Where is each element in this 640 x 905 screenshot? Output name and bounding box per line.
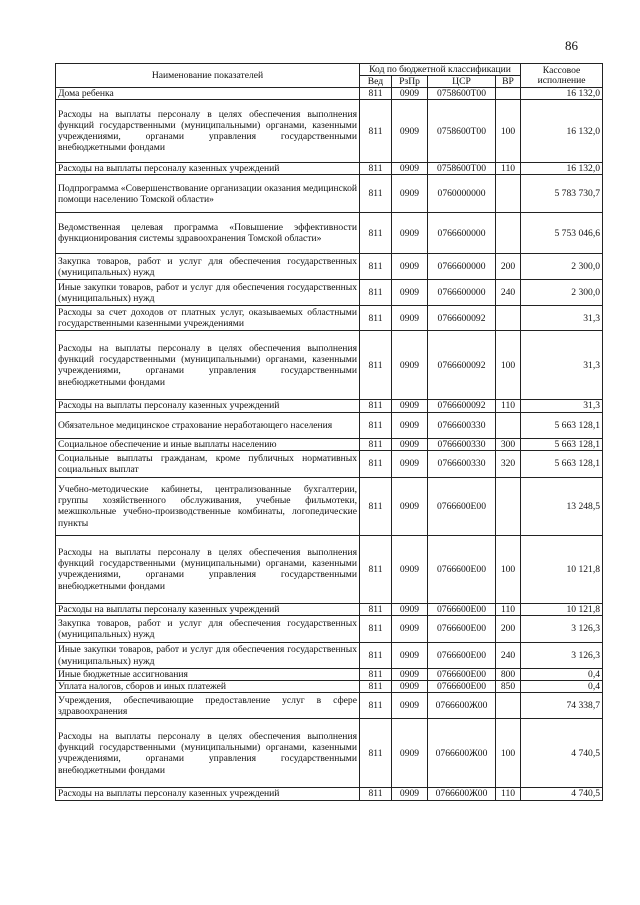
row-amount: 16 132,0: [521, 163, 603, 175]
table-row: [56, 400, 603, 412]
table-row: [56, 788, 603, 800]
row-name: Закупка товаров, работ и услуг для обеспечения государственных (муниципальных) нужд: [56, 254, 360, 280]
row-vr: [496, 175, 521, 213]
row-amount: 4 740,5: [521, 719, 603, 788]
row-rzpr: 0909: [392, 306, 428, 331]
row-ved: 811: [360, 643, 392, 669]
row-vr: 100: [496, 719, 521, 788]
row-csr: 0766600092: [428, 331, 496, 400]
row-ved: 811: [360, 306, 392, 331]
row-name: Расходы за счет доходов от платных услуг, оказываемых областными государственными казенными учреждениями: [56, 306, 360, 331]
table-body: [56, 88, 603, 801]
header-rzpr: РзПр: [392, 76, 428, 88]
row-rzpr: 0909: [392, 681, 428, 693]
row-amount: 0,4: [521, 669, 603, 681]
row-csr: 0758600Т00: [428, 163, 496, 175]
row-name: Расходы на выплаты персоналу казенных учреждений: [56, 603, 360, 615]
header-ved: Вед: [360, 76, 392, 88]
row-csr: 0766600092: [428, 306, 496, 331]
row-amount: 31,3: [521, 331, 603, 400]
header-amount: Кассовое исполнение: [521, 64, 603, 88]
row-name: Ведомственная целевая программа «Повышение эффективности функционирования системы здравоохранения Томской области»: [56, 213, 360, 254]
row-vr: [496, 693, 521, 719]
row-amount: 10 121,8: [521, 535, 603, 603]
row-amount: 2 300,0: [521, 254, 603, 280]
row-rzpr: 0909: [392, 535, 428, 603]
row-amount: 31,3: [521, 306, 603, 331]
row-vr: 110: [496, 788, 521, 800]
row-csr: 0766600Е00: [428, 681, 496, 693]
table-row: [56, 280, 603, 306]
row-vr: 110: [496, 400, 521, 412]
row-ved: 811: [360, 603, 392, 615]
row-amount: 10 121,8: [521, 603, 603, 615]
row-csr: 0766600330: [428, 412, 496, 438]
row-ved: 811: [360, 254, 392, 280]
row-ved: 811: [360, 681, 392, 693]
row-rzpr: 0909: [392, 213, 428, 254]
row-vr: [496, 477, 521, 535]
table-row: [56, 254, 603, 280]
row-csr: 0766600Е00: [428, 603, 496, 615]
row-vr: 240: [496, 280, 521, 306]
row-ved: 811: [360, 88, 392, 100]
table-row: [56, 175, 603, 213]
row-vr: 800: [496, 669, 521, 681]
table-row: [56, 163, 603, 175]
row-ved: 811: [360, 400, 392, 412]
row-amount: 0,4: [521, 681, 603, 693]
row-vr: 850: [496, 681, 521, 693]
row-vr: [496, 213, 521, 254]
header-classification-group: Код по бюджетной классификации: [360, 64, 521, 76]
row-vr: 240: [496, 643, 521, 669]
row-csr: 0766600Ж00: [428, 719, 496, 788]
row-name: Социальные выплаты гражданам, кроме публичных нормативных социальных выплат: [56, 450, 360, 477]
row-vr: [496, 88, 521, 100]
table-row: [56, 681, 603, 693]
row-amount: 2 300,0: [521, 280, 603, 306]
row-ved: 811: [360, 535, 392, 603]
row-amount: 3 126,3: [521, 643, 603, 669]
row-name: Обязательное медицинское страхование неработающего населения: [56, 412, 360, 438]
row-ved: 811: [360, 175, 392, 213]
row-csr: 0766600Е00: [428, 477, 496, 535]
row-name: Расходы на выплаты персоналу в целях обеспечения выполнения функций государственными (муниципальными) органами, казенными учреждениями, органами управления государственными внебюджетными фондами: [56, 535, 360, 603]
row-vr: 320: [496, 450, 521, 477]
table-row: [56, 603, 603, 615]
row-name: Иные бюджетные ассигнования: [56, 669, 360, 681]
row-csr: 0766600330: [428, 438, 496, 450]
row-rzpr: 0909: [392, 603, 428, 615]
row-ved: 811: [360, 213, 392, 254]
row-ved: 811: [360, 477, 392, 535]
row-amount: 5 663 128,1: [521, 412, 603, 438]
row-csr: 0766600Ж00: [428, 693, 496, 719]
row-vr: [496, 412, 521, 438]
row-vr: 100: [496, 535, 521, 603]
row-csr: 0766600000: [428, 213, 496, 254]
row-csr: 0766600000: [428, 280, 496, 306]
row-vr: 110: [496, 603, 521, 615]
row-name: Иные закупки товаров, работ и услуг для обеспечения государственных (муниципальных) нужд: [56, 643, 360, 669]
row-name: Расходы на выплаты персоналу казенных учреждений: [56, 400, 360, 412]
row-name: Расходы на выплаты персоналу казенных учреждений: [56, 163, 360, 175]
row-ved: 811: [360, 719, 392, 788]
row-amount: 5 663 128,1: [521, 450, 603, 477]
row-csr: 0766600Е00: [428, 535, 496, 603]
row-csr: 0766600000: [428, 254, 496, 280]
table-header: [56, 64, 603, 88]
table-row: [56, 693, 603, 719]
row-ved: 811: [360, 788, 392, 800]
header-vr: ВР: [496, 76, 521, 88]
table-row: [56, 719, 603, 788]
row-rzpr: 0909: [392, 669, 428, 681]
row-amount: 4 740,5: [521, 788, 603, 800]
row-rzpr: 0909: [392, 693, 428, 719]
table-row: [56, 438, 603, 450]
row-name: Социальное обеспечение и иные выплаты населению: [56, 438, 360, 450]
row-rzpr: 0909: [392, 280, 428, 306]
row-rzpr: 0909: [392, 412, 428, 438]
table-row: [56, 213, 603, 254]
row-rzpr: 0909: [392, 438, 428, 450]
row-ved: 811: [360, 616, 392, 643]
row-csr: 0766600330: [428, 450, 496, 477]
row-vr: 110: [496, 163, 521, 175]
row-name: Иные закупки товаров, работ и услуг для обеспечения государственных (муниципальных) нужд: [56, 280, 360, 306]
row-name: Расходы на выплаты персоналу в целях обеспечения выполнения функций государственными (муниципальными) органами, казенными учреждениями, органами управления государственными внебюджетными фондами: [56, 331, 360, 400]
table-row: [56, 535, 603, 603]
row-ved: 811: [360, 100, 392, 163]
row-name: Подпрограмма «Совершенствование организации оказания медицинской помощи населению Томской области»: [56, 175, 360, 213]
row-rzpr: 0909: [392, 254, 428, 280]
row-rzpr: 0909: [392, 400, 428, 412]
row-vr: [496, 306, 521, 331]
row-csr: 0766600092: [428, 400, 496, 412]
row-vr: 100: [496, 331, 521, 400]
budget-table: [55, 63, 603, 801]
table-row: [56, 88, 603, 100]
row-amount: 5 753 046,6: [521, 213, 603, 254]
row-name: Учебно-методические кабинеты, централизованные бухгалтерии, группы хозяйственного обслуживания, учебные фильмотеки, межшкольные учебно-производственные комбинаты, логопедические пункты: [56, 477, 360, 535]
row-name: Расходы на выплаты персоналу в целях обеспечения выполнения функций государственными (муниципальными) органами, казенными учреждениями, органами управления государственными внебюджетными фондами: [56, 719, 360, 788]
row-ved: 811: [360, 693, 392, 719]
row-rzpr: 0909: [392, 163, 428, 175]
row-csr: 0766600Е00: [428, 643, 496, 669]
row-vr: 200: [496, 254, 521, 280]
header-csr: ЦСР: [428, 76, 496, 88]
row-name: Учреждения, обеспечивающие предоставление услуг в сфере здравоохранения: [56, 693, 360, 719]
row-name: Дома ребенка: [56, 88, 360, 100]
row-name: Закупка товаров, работ и услуг для обеспечения государственных (муниципальных) нужд: [56, 616, 360, 643]
row-vr: 300: [496, 438, 521, 450]
row-rzpr: 0909: [392, 88, 428, 100]
row-rzpr: 0909: [392, 175, 428, 213]
row-amount: 5 783 730,7: [521, 175, 603, 213]
row-rzpr: 0909: [392, 719, 428, 788]
row-csr: 0766600Е00: [428, 616, 496, 643]
row-ved: 811: [360, 331, 392, 400]
row-name: Уплата налогов, сборов и иных платежей: [56, 681, 360, 693]
row-rzpr: 0909: [392, 477, 428, 535]
table-row: [56, 477, 603, 535]
row-rzpr: 0909: [392, 616, 428, 643]
row-rzpr: 0909: [392, 450, 428, 477]
row-amount: 13 248,5: [521, 477, 603, 535]
row-csr: 0766600Е00: [428, 669, 496, 681]
row-amount: 5 663 128,1: [521, 438, 603, 450]
table-row: [56, 331, 603, 400]
table-row: [56, 643, 603, 669]
row-rzpr: 0909: [392, 100, 428, 163]
row-csr: 0758600Т00: [428, 88, 496, 100]
row-csr: 0760000000: [428, 175, 496, 213]
table-row: [56, 100, 603, 163]
row-ved: 811: [360, 669, 392, 681]
row-rzpr: 0909: [392, 788, 428, 800]
row-ved: 811: [360, 163, 392, 175]
row-rzpr: 0909: [392, 331, 428, 400]
row-amount: 3 126,3: [521, 616, 603, 643]
table-row: [56, 616, 603, 643]
row-vr: 100: [496, 100, 521, 163]
row-rzpr: 0909: [392, 643, 428, 669]
table-row: [56, 450, 603, 477]
table-row: [56, 669, 603, 681]
row-amount: 31,3: [521, 400, 603, 412]
row-vr: 200: [496, 616, 521, 643]
row-ved: 811: [360, 280, 392, 306]
header-name: Наименование показателей: [56, 64, 360, 88]
table-row: [56, 306, 603, 331]
row-name: Расходы на выплаты персоналу в целях обеспечения выполнения функций государственными (муниципальными) органами, казенными учреждениями, органами управления государственными внебюджетными фондами: [56, 100, 360, 163]
page-number: 86: [565, 38, 578, 53]
row-amount: 16 132,0: [521, 88, 603, 100]
row-amount: 16 132,0: [521, 100, 603, 163]
row-csr: 0766600Ж00: [428, 788, 496, 800]
row-amount: 74 338,7: [521, 693, 603, 719]
row-csr: 0758600Т00: [428, 100, 496, 163]
row-ved: 811: [360, 450, 392, 477]
table-row: [56, 412, 603, 438]
row-ved: 811: [360, 412, 392, 438]
row-ved: 811: [360, 438, 392, 450]
row-name: Расходы на выплаты персоналу казенных учреждений: [56, 788, 360, 800]
